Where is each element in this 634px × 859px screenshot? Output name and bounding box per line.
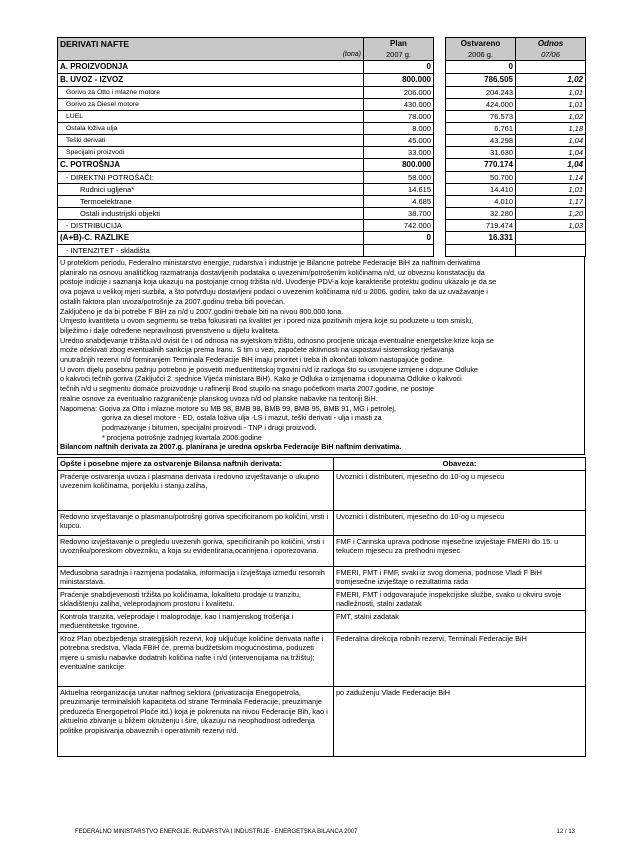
measure-obligation: Uvoznici i distributeri, mjesečno do 10-og u mjesecu [334, 510, 586, 535]
text-line: U ovom dijelu posebnu pažnju potrebno je posvetiti međuentitetskoj trgovini n/d iz razloga što su usvojene izmjene i dopune Odluke [60, 364, 478, 374]
row-plan: 58.000 [364, 172, 434, 184]
text-line: bilježimo i dalje određene nepravilnosti prvenstveno u dijelu kvaliteta. [60, 325, 280, 335]
row-label: - INTENZITET - skladišta [58, 245, 364, 257]
measure-text: Kontrola tranzita, veleprodaje i maloprodaje, kao i namjenskog trošenja i međuentitetske trgovine. [58, 610, 334, 632]
table-row [58, 510, 586, 535]
table-row [58, 470, 586, 510]
row-plan [364, 245, 434, 257]
measure-obligation: FMERI, FMT i FMF, svaki iz svog domena, podnose Vladi F BiH tromjesečne izvještaje o rezultatima rada [334, 566, 586, 588]
measure-obligation: FMERI, FMT i odgovarajuće inspekcijske službe, svako u okviru svoje nadležnosti, stalni zadatak [334, 588, 586, 610]
text-line: * procjena potrošnje zadnjeg kvartala 2006.godine [102, 432, 262, 442]
row-ostvareno: 4.010 [446, 196, 516, 208]
row-odnos: 1,02 [516, 111, 586, 123]
page-number: 12 / 13 [556, 829, 575, 835]
row-odnos: 1,18 [516, 123, 586, 135]
text-line: Zaključeno je da bi potrebe F BiH za n/d u 2007.godini trebale biti na nivou 800.000 tona. [60, 306, 344, 316]
row-label: Gorivo za Otto i mlazne motore [58, 87, 364, 99]
table-row [58, 87, 586, 99]
text-line: goriva za diesel motore - ED, ostala loživa ulja -LS i mazut, teški derivati - ulja i masti za [102, 413, 382, 423]
row-odnos [516, 61, 586, 74]
row-odnos: 1,14 [516, 172, 586, 184]
table-header-row [58, 38, 586, 50]
measure-text: Praćenje ostvarenja uvoza i plasmana derivata i redovno izvještavanje o ukupno uvezenim količinama, porijeklu i stanju zaliha, [58, 470, 334, 510]
measures-header-right: Obaveza: [334, 458, 586, 471]
row-plan: 206.000 [364, 87, 434, 99]
row-odnos: 1,04 [516, 147, 586, 159]
row-plan: 0 [364, 61, 434, 74]
measures-header-row [58, 458, 586, 471]
table-row [58, 99, 586, 111]
table-row [58, 220, 586, 232]
measure-text: Praćenje snabdjevenosti tržišta po količinama, lokalitetu prodaje u tranzitu, skladištenju zaliha, veleprodajnom prostoru i kvalitetu. [58, 588, 334, 610]
measure-text: Aktuelna reorganizacija unutar naftnog sektora (privatizacija Enegopetrola, preuzimanje terminalskih kapaciteta od strane Terminala Federacije, preuzimanje preduzeća Energopetrol Ploče itd.) koja je pokrenuta na nivou Federacije Bih, kao i aktuelno zbivanje u bližem okruženju i šire, ukazuju na neophodnost određenja politike propisivanja obaveznih i operativnih rezervi n/d. [58, 686, 334, 756]
row-odnos: 1,04 [516, 159, 586, 172]
text-line: postoje indicije i saznanja koja ukazuju na postojanje crnog tržišta n/d. Uvođenje PDV-a koje karakteriše protektu godinu ukazalo je da se [60, 277, 497, 287]
row-ostvareno: 786.505 [446, 74, 516, 87]
table-row [58, 566, 586, 588]
row-label: B. UVOZ - IZVOZ [58, 74, 364, 87]
text-line: tečnih n/d u segmentu domaće proizvodnje u rafineriji Brod stupilo na snagu početkom marta 2007.godine, ne postoje [60, 384, 434, 394]
text-line: o kakvoći tečnih goriva (Zaključci 2. sjednice Vijeća ministara BiH). Kako je Odluka o izmjenama i dopunama Odluke o kakvoći [60, 374, 462, 384]
row-plan: 800.000 [364, 159, 434, 172]
row-ostvareno: 204.243 [446, 87, 516, 99]
row-ostvareno: 424.000 [446, 99, 516, 111]
table-row [58, 208, 586, 220]
table-row [58, 159, 586, 172]
header-derivati: DERIVATI NAFTE [58, 38, 364, 50]
text-line: podmazivanje i bitumen, specijalni proizvodi - TNP i drugi proizvodi. [102, 422, 317, 432]
text-line: Uredno snabdjevanje tržišta n/d ovisit će i od odnosa na svjetskom tržištu, odnosno procjene uticaja eventualne energetske krize koja se [60, 335, 494, 345]
balance-table [57, 37, 586, 257]
row-label: - DISTRIBUCIJA [58, 220, 364, 232]
row-ostvareno: 6.761 [446, 123, 516, 135]
row-plan: 742.000 [364, 220, 434, 232]
header-odnos: Odnos [516, 38, 586, 50]
row-odnos: 1,01 [516, 184, 586, 196]
row-plan: 78.000 [364, 111, 434, 123]
row-ostvareno [446, 245, 516, 257]
text-line: Bilancom naftnih derivata za 2007.g. planirana je uredna opskrba Federacije BiH naftnim derivatima. [60, 442, 402, 452]
row-ostvareno: 14.410 [446, 184, 516, 196]
row-label: Specijalni proizvodi [58, 147, 364, 159]
row-label: C. POTROŠNJA [58, 159, 364, 172]
measure-obligation: FMF i Carinska uprava podnose mjesečne izvještaje FMERI do 15. u tekućem mjesecu za prethodni mjesec [334, 535, 586, 566]
row-label: LUEL [58, 111, 364, 123]
header-plan: Plan [364, 38, 434, 50]
text-line: planiralo na osnovu analitičkog razmatranja dostavljenih podataka o uvezenim/potrošenim količinama n/d, uz obveznu konstataciju da [60, 267, 485, 277]
row-label: - DIREKTNI POTROŠAČI: [58, 172, 364, 184]
measure-obligation: Uvoznici i distributeri, mjesečno do 10-og u mjesecu [334, 470, 586, 510]
row-label: Termoelektrane [58, 196, 364, 208]
measure-text: Redovno izvještavanje o pregledu uvezenih goriva, specificiranih po količini, vrsti i uvozniku/poreskom obvezniku, a koja su evidentirana,ocarinjena i oporezovana. [58, 535, 334, 566]
row-odnos: 1,17 [516, 196, 586, 208]
header-plan-year: 2007 g. [364, 49, 434, 61]
document-page [57, 37, 585, 757]
row-ostvareno: 0 [446, 61, 516, 74]
page-footer [75, 829, 575, 835]
row-ostvareno: 770.174 [446, 159, 516, 172]
row-label: (A+B)-C. RAZLIKE [58, 232, 364, 245]
table-row [58, 123, 586, 135]
table-row [58, 184, 586, 196]
row-odnos: 1,03 [516, 220, 586, 232]
measure-text: Međusobna saradnja i razmjena podataka, informacija i izvještaja između resornih ministarstava. [58, 566, 334, 588]
header-odnos-ratio: 07/06 [516, 49, 586, 61]
row-ostvareno: 50.700 [446, 172, 516, 184]
table-row [58, 686, 586, 756]
row-ostvareno: 43.298 [446, 135, 516, 147]
row-ostvareno: 76.573 [446, 111, 516, 123]
row-plan: 33.000 [364, 147, 434, 159]
table-row [58, 147, 586, 159]
table-row [58, 632, 586, 686]
row-plan: 38.700 [364, 208, 434, 220]
row-label: Ostali industrijski objekti [58, 208, 364, 220]
row-plan: 430.000 [364, 99, 434, 111]
row-plan: 0 [364, 232, 434, 245]
row-label: Gorivo za Diesel motore [58, 99, 364, 111]
table-row [58, 245, 586, 257]
row-ostvareno: 16.331 [446, 232, 516, 245]
table-row [58, 588, 586, 610]
measure-obligation: FMT, stalni zadatak [334, 610, 586, 632]
text-line: Umjesto kvantiteta u ovom segmentu se treba fokusirati na kvalitet jer i pored niza pozitivnih mjera koje su poduzete u tom smislu, [60, 316, 474, 326]
row-odnos [516, 245, 586, 257]
row-label: Rudnici ugljena* [58, 184, 364, 196]
row-plan: 14.615 [364, 184, 434, 196]
table-row [58, 172, 586, 184]
table-row [58, 535, 586, 566]
row-label: Teški derivati [58, 135, 364, 147]
footer-title: FEDERALNO MINISTARSTVO ENERGIJE, RUDARSTVA I INDUSTRIJE - ENERGETSKA BILANCA 2007 [75, 829, 358, 835]
text-line: realne osnove za eventualno razgraničenje planskog uvoza n/d od planske nabavke na teritoriji BiH. [60, 393, 378, 403]
row-odnos: 1,01 [516, 87, 586, 99]
table-header-row-2 [58, 49, 586, 61]
table-row [58, 61, 586, 74]
text-line: ova pojava u velikoj mjeri suzbila, a što potvrđuju dostavljeni podaci o uvezenim količinama n/d u 2006. godini, tako da uz uvažavanje i [60, 287, 488, 297]
row-ostvareno: 31.630 [446, 147, 516, 159]
text-line: može očekivati zbog eventualnih sankcija prema Iranu. S tim u vezi, započete aktivnosti na uspostavi sistemskog rješavanja [60, 345, 454, 355]
row-odnos: 1,01 [516, 99, 586, 111]
row-odnos [516, 232, 586, 245]
measures-header-left: Opšte i posebne mjere za ostvarenje Bilansa naftnih derivata: [58, 458, 334, 471]
table-row [58, 232, 586, 245]
table-row [58, 196, 586, 208]
header-ostvareno-year: 2006 g. [446, 49, 516, 61]
header-ostvareno: Ostvareno [446, 38, 516, 50]
table-row [58, 610, 586, 632]
row-odnos: 1,20 [516, 208, 586, 220]
row-plan: 45.000 [364, 135, 434, 147]
header-unit: (tona) [58, 49, 364, 61]
row-plan: 800.000 [364, 74, 434, 87]
measure-obligation: po zaduženju Vlade Federacije BiH [334, 686, 586, 756]
text-line: U proteklom periodu, Federalno ministarstvo energije, rudarstva i industrije je Bilancne potrebe Federacije BiH za naftnim derivatima [60, 258, 481, 267]
row-odnos: 1,02 [516, 74, 586, 87]
measure-text: Redovno izvještavanje o plasmanu/potrošnji goriva specificiranom po količini, vrsti i kupcu. [58, 510, 334, 535]
row-ostvareno: 719.474 [446, 220, 516, 232]
text-line: ostalih faktora plan uvoza/potrošnje za 2007.godinu treba biti povećan. [60, 296, 285, 306]
text-line: unutrašnjih rezervi n/d formiranjem Terminala Federacije BiH imaju prioritet i treba ih okončati tokom nastupajuće godine. [60, 355, 445, 365]
table-row [58, 74, 586, 87]
measures-table [57, 457, 586, 757]
row-odnos: 1,04 [516, 135, 586, 147]
measure-text: Kroz Plan obezbjeđenja strategijskih rezervi, koji uključuje količine derivata nafte i potrebna sredstva, Vlada FBiH će, prema budžetskim mogućnostima, poduzeti mjere u smislu nabavke dodatnih količina nafte i n/d (intervencijama na tržištu); eventualne sankcije. [58, 632, 334, 686]
measure-obligation: Federalna direkcija robnih rezervi, Terminali Federacije BiH [334, 632, 586, 686]
explanation-text [57, 257, 585, 455]
text-line: Napomena: Goriva za Otto i mlazne motore su MB 98, BMB 98, BMB 99, BMB 95, BMB 91, MG i petrolej, [60, 403, 396, 413]
row-plan: 4.685 [364, 196, 434, 208]
row-plan: 8.000 [364, 123, 434, 135]
row-label: Ostala loživa ulja [58, 123, 364, 135]
table-row [58, 135, 586, 147]
row-ostvareno: 32.280 [446, 208, 516, 220]
table-row [58, 111, 586, 123]
row-label: A. PROIZVODNJA [58, 61, 364, 74]
